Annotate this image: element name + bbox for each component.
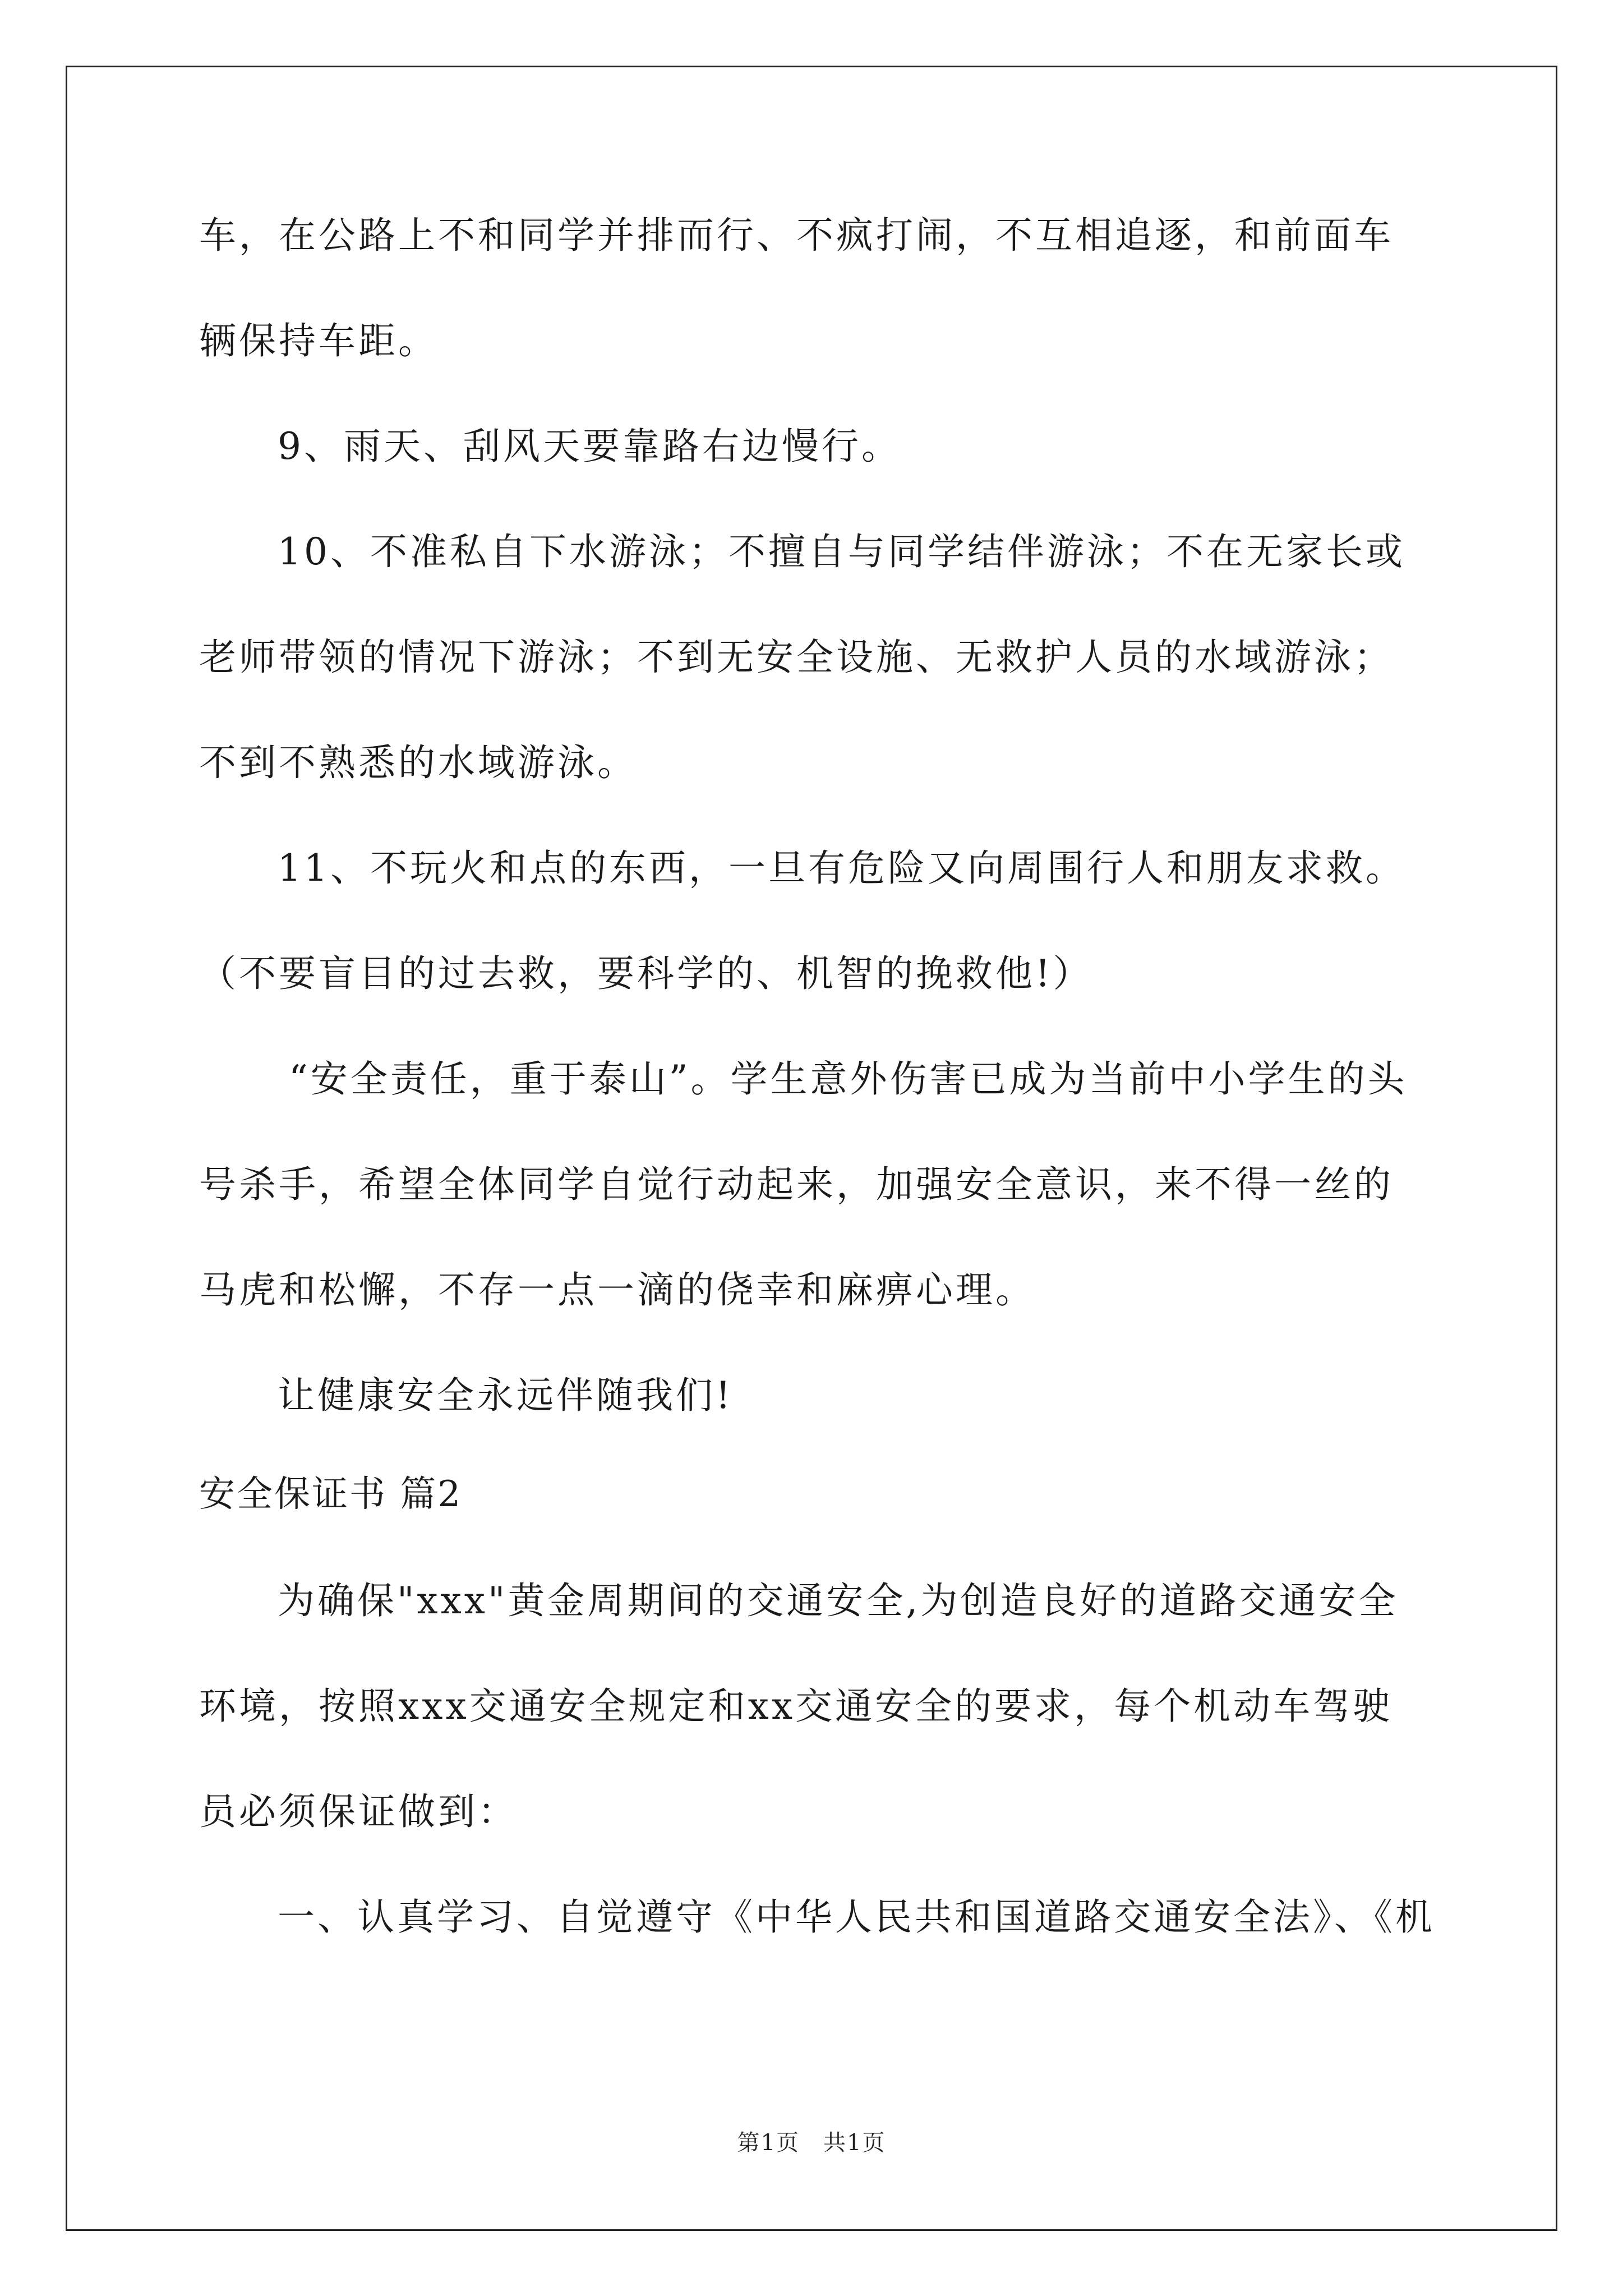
text-line: （不要盲目的过去救，要科学的、机智的挽救他!） [199,952,1093,995]
page-number-footer: 第1页 共1页 [737,2130,886,2156]
text-line: 老师带领的情况下游泳；不到无安全设施、无救护人员的水域游泳； [199,636,1394,679]
text-line: 不到不熟悉的水域游泳。 [199,741,637,784]
list-item-1: 一、认真学习、自觉遵守《中华人民共和国道路交通安全法》、《机 [278,1895,1435,1939]
list-item-10: 10、不准私自下水游泳；不擅自与同学结伴游泳；不在无家长或 [278,530,1405,573]
text-line: 辆保持车距。 [199,319,438,362]
list-item-9: 9、雨天、刮风天要靠路右边慢行。 [278,425,901,468]
closing-sentence: 让健康安全永远伴随我们! [278,1374,734,1417]
list-item-11: 11、不玩火和点的东西，一旦有危险又向周围行人和朋友求救。 [278,846,1405,890]
text-line: 号杀手，希望全体同学自觉行动起来，加强安全意识，来不得一丝的 [199,1163,1394,1206]
paragraph-start: 为确保"xxx"黄金周期间的交通安全,为创造良好的道路交通安全 [278,1579,1399,1622]
text-line: 车，在公路上不和同学并排而行、不疯打闹，不互相追逐，和前面车 [199,214,1394,257]
text-line: 马虎和松懈，不存一点一滴的侥幸和麻痹心理。 [199,1268,1035,1312]
section-heading: 安全保证书 篇2 [199,1474,463,1515]
paragraph-start: “安全责任，重于泰山”。学生意外伤害已成为当前中小学生的头 [289,1057,1408,1101]
text-line: 环境，按照xxx交通安全规定和xx交通安全的要求，每个机动车驾驶 [199,1685,1393,1728]
text-line: 员必须保证做到： [199,1790,518,1833]
